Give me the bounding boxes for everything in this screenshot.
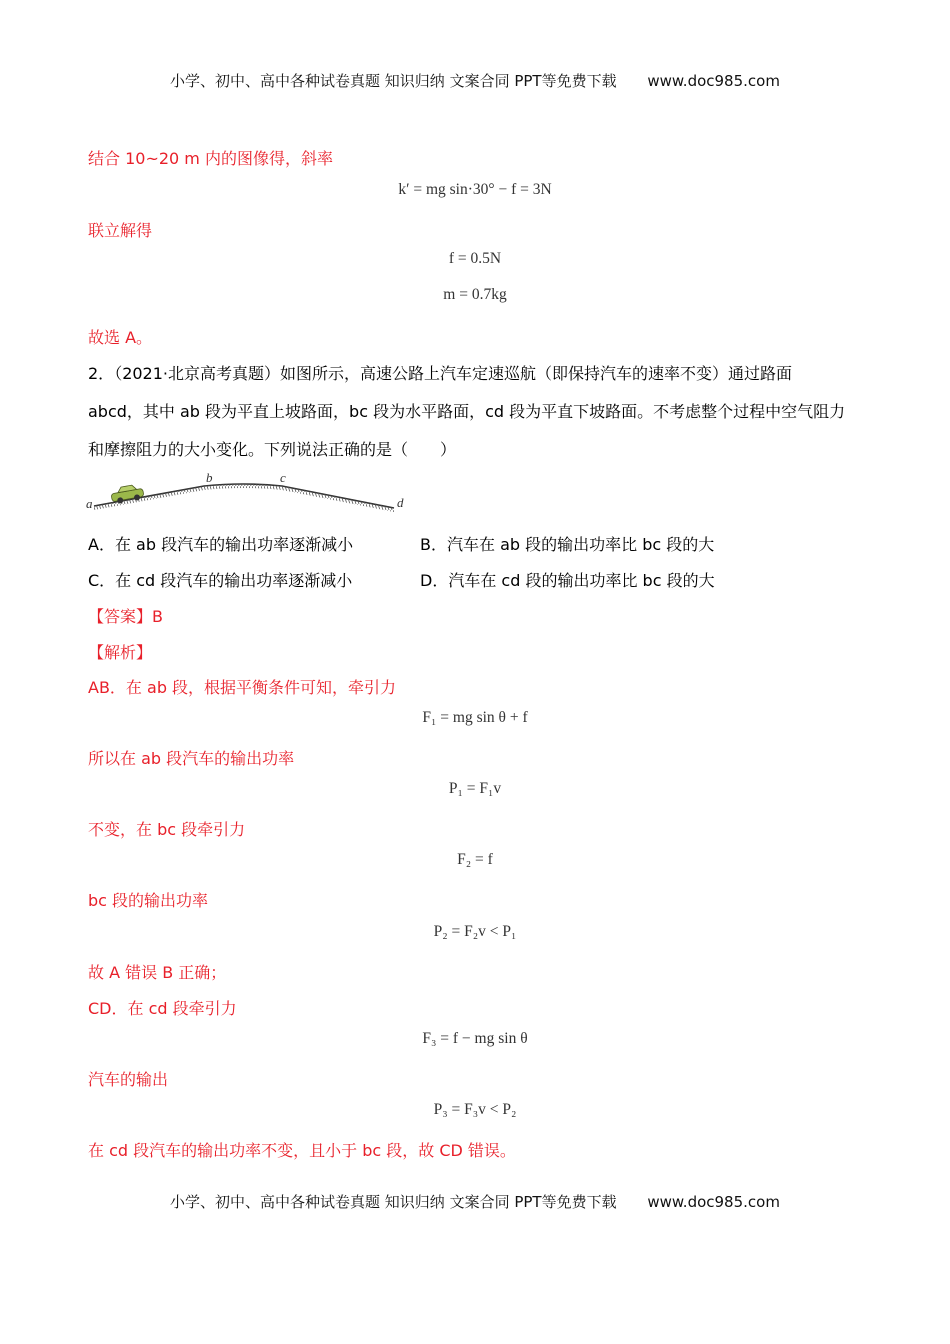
footer-text: 小学、初中、高中各种试卷真题 知识归纳 文案合同 PPT等免费下载 <box>170 1193 617 1211</box>
question-line-1 <box>88 361 792 384</box>
label-a: a <box>86 496 93 511</box>
analysis-line-2: 所以在 ab 段汽车的输出功率 <box>88 749 295 768</box>
option-b: B．汽车在 ab 段的输出功率比 bc 段的大 <box>420 535 715 554</box>
formula-P3: P₃ = F₃v < P₂ <box>433 1101 517 1118</box>
formula-P1: P₁ = F₁v <box>448 780 502 797</box>
question-number: 2． <box>88 364 115 383</box>
analysis-title: 【解析】 <box>88 643 153 662</box>
formula-F1: F₁ = mg sin θ + f <box>422 709 528 726</box>
answer: 【答案】B <box>88 607 163 626</box>
prev-line-1: 结合 10~20 m 内的图像得，斜率 <box>88 149 333 168</box>
question-source: （2021·北京高考真题） <box>114 364 280 383</box>
formula-slope: k′ = mg sin·30° − f = 3N <box>398 181 552 198</box>
analysis-line-1: AB．在 ab 段，根据平衡条件可知，牵引力 <box>88 678 397 697</box>
analysis-line-4: bc 段的输出功率 <box>88 891 209 910</box>
analysis-line-6: CD．在 cd 段牵引力 <box>88 999 237 1018</box>
formula-P2: P₂ = F₂v < P₁ <box>433 923 517 940</box>
label-d: d <box>397 495 404 510</box>
formula-m: m = 0.7kg <box>443 286 507 303</box>
label-c: c <box>280 470 286 485</box>
header-text: 小学、初中、高中各种试卷真题 知识归纳 文案合同 PPT等免费下载 <box>170 72 617 90</box>
page-header <box>0 70 950 91</box>
analysis-line-8: 在 cd 段汽车的输出功率不变，且小于 bc 段，故 CD 错误。 <box>88 1141 516 1160</box>
header-site: www.doc985.com <box>647 72 780 90</box>
prev-line-2: 联立解得 <box>88 221 153 240</box>
footer-site: www.doc985.com <box>647 1193 780 1211</box>
road-figure <box>84 468 414 516</box>
question-text-1: 如图所示，高速公路上汽车定速巡航（即保持汽车的速率不变）通过路面 <box>280 364 793 383</box>
analysis-line-5: 故 A 错误 B 正确； <box>88 963 227 982</box>
question-line-3: 和摩擦阻力的大小变化。下列说法正确的是（ ） <box>88 440 457 459</box>
formula-F3: F₃ = f − mg sin θ <box>422 1030 528 1047</box>
formula-f: f = 0.5N <box>448 250 502 267</box>
formula-F2: F₂ = f <box>457 851 493 868</box>
option-a: A．在 ab 段汽车的输出功率逐渐减小 <box>88 535 354 554</box>
option-c: C．在 cd 段汽车的输出功率逐渐减小 <box>88 571 353 590</box>
analysis-line-3: 不变，在 bc 段牵引力 <box>88 820 246 839</box>
option-d: D．汽车在 cd 段的输出功率比 bc 段的大 <box>420 571 715 590</box>
label-b: b <box>206 470 213 485</box>
prev-line-3: 故选 A。 <box>88 328 153 347</box>
question-line-2: abcd，其中 ab 段为平直上坡路面，bc 段为水平路面，cd 段为平直下坡路面。不考虑整个过程中空气阻力 <box>88 402 846 421</box>
page-footer <box>0 1191 950 1212</box>
analysis-line-7: 汽车的输出 <box>88 1070 169 1089</box>
